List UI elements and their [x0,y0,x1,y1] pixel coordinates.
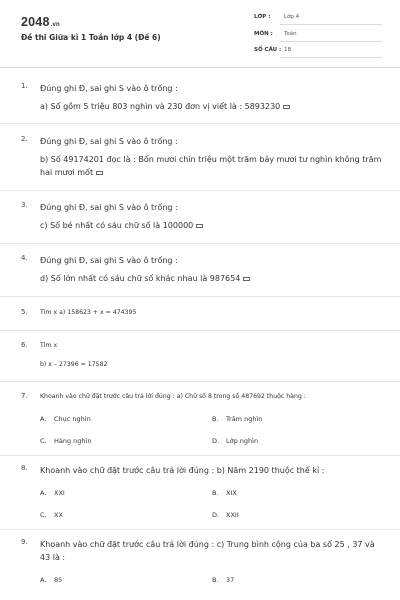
question-text: Tìm x [40,342,58,349]
option-key: B. [212,415,219,423]
question-sub-text: a) Số gồm 5 triệu 803 nghìn và 230 đơn vị viết là : 5893230 [40,102,281,111]
question-divider [0,330,400,331]
option-key: D. [212,511,220,519]
question-divider [0,190,400,191]
question-number: 6. [21,341,28,349]
meta-class [254,14,382,25]
option-a[interactable] [40,415,91,423]
option-key: A. [40,489,47,497]
question-text: Đúng ghi Đ, sai ghi S vào ô trống : [40,203,178,212]
option-c[interactable] [40,511,63,519]
logo-text: 2048 [21,15,50,29]
answer-box[interactable] [196,224,203,228]
meta-label: SỐ CÂU : [254,47,282,53]
option-key: C. [40,511,47,519]
option-d[interactable] [212,437,258,445]
question-text: Khoanh vào chữ đặt trước câu trả lời đúng : c) Trung bình cộng của ba số 25 , 37 và 43 là : [40,540,375,562]
option-key: C. [40,437,47,445]
question-divider [0,529,400,530]
option-b[interactable] [212,489,237,497]
meta-label: MÔN : [254,31,273,37]
question-sub-text: c) Số bé nhất có sáu chữ số là 100000 [40,221,194,230]
option-a[interactable] [40,576,62,584]
question-number: 1. [21,82,28,90]
question-sub [40,153,385,179]
option-key: B. [212,576,219,584]
question-number: 3. [21,201,28,209]
question-text: Đúng ghi Đ, sai ghi S vào ô trống : [40,256,178,265]
question-number: 4. [21,254,28,262]
option-text: Hàng nghìn [54,437,92,445]
meta-value: Toán [284,31,297,37]
option-c[interactable] [40,437,91,445]
answer-box[interactable] [243,277,250,281]
question-text: Khoanh vào chữ đặt trước câu trả lời đúng : a) Chữ số 8 trong số 487692 thuộc hàng : [40,393,306,400]
meta-value: Lớp 4 [284,14,300,20]
question-number: 8. [21,464,28,472]
question-number: 2. [21,135,28,143]
option-text: Lớp nghìn [226,437,259,445]
meta-underline [280,24,382,25]
option-text: XXI [54,489,65,497]
option-key: B. [212,489,219,497]
answer-box[interactable] [283,105,290,109]
question-sub [40,100,385,113]
exam-title: Đề thi Giữa kì 1 Toán lớp 4 (Đề 6) [21,33,161,42]
question-divider [0,381,400,382]
site-logo[interactable] [21,15,60,29]
option-key: A. [40,576,47,584]
option-text: 85 [54,576,63,584]
question-sub: b) x – 27396 = 17582 [40,361,108,368]
option-text: Trăm nghìn [226,415,263,423]
question-divider [0,296,400,297]
option-text: XIX [226,489,237,497]
header-divider [0,67,400,68]
question-divider [0,243,400,244]
question-number: 7. [21,392,28,400]
option-text: 37 [226,576,235,584]
question-divider [0,123,400,124]
option-text: XX [54,511,63,519]
question-divider [0,455,400,456]
option-b[interactable] [212,415,262,423]
option-a[interactable] [40,489,65,497]
question-sub-text: b) Số 49174201 đọc là : Bốn mươi chín triệu một trăm bảy mươi tư nghìn không trăm hai mươi mốt [40,155,382,177]
logo-suffix: .vn [50,22,60,28]
meta-label: LỚP : [254,14,271,20]
exam-header [0,0,400,70]
option-text: XXII [226,511,239,519]
question-sub-text: d) Số lớn nhất có sáu chữ số khác nhau là 987654 [40,274,241,283]
option-text: Chục nghìn [54,415,91,423]
answer-box[interactable] [96,171,103,175]
meta-underline [280,57,382,58]
question-text: Tìm x a) 158623 + x = 474395 [40,309,137,316]
question-sub [40,272,385,285]
option-key: A. [40,415,47,423]
question-sub [40,219,385,232]
question-text: Khoanh vào chữ đặt trước câu trả lời đúng : b) Năm 2190 thuộc thế kỉ : [40,466,325,475]
question-text: Đúng ghi Đ, sai ghi S vào ô trống : [40,84,178,93]
option-key: D. [212,437,220,445]
question-number: 5. [21,308,28,316]
meta-question-count [254,47,382,58]
meta-value: 18 [284,47,291,53]
option-b[interactable] [212,576,234,584]
question-number: 9. [21,538,28,546]
option-d[interactable] [212,511,239,519]
meta-subject [254,31,382,42]
meta-underline [280,41,382,42]
question-text: Đúng ghi Đ, sai ghi S vào ô trống : [40,137,178,146]
